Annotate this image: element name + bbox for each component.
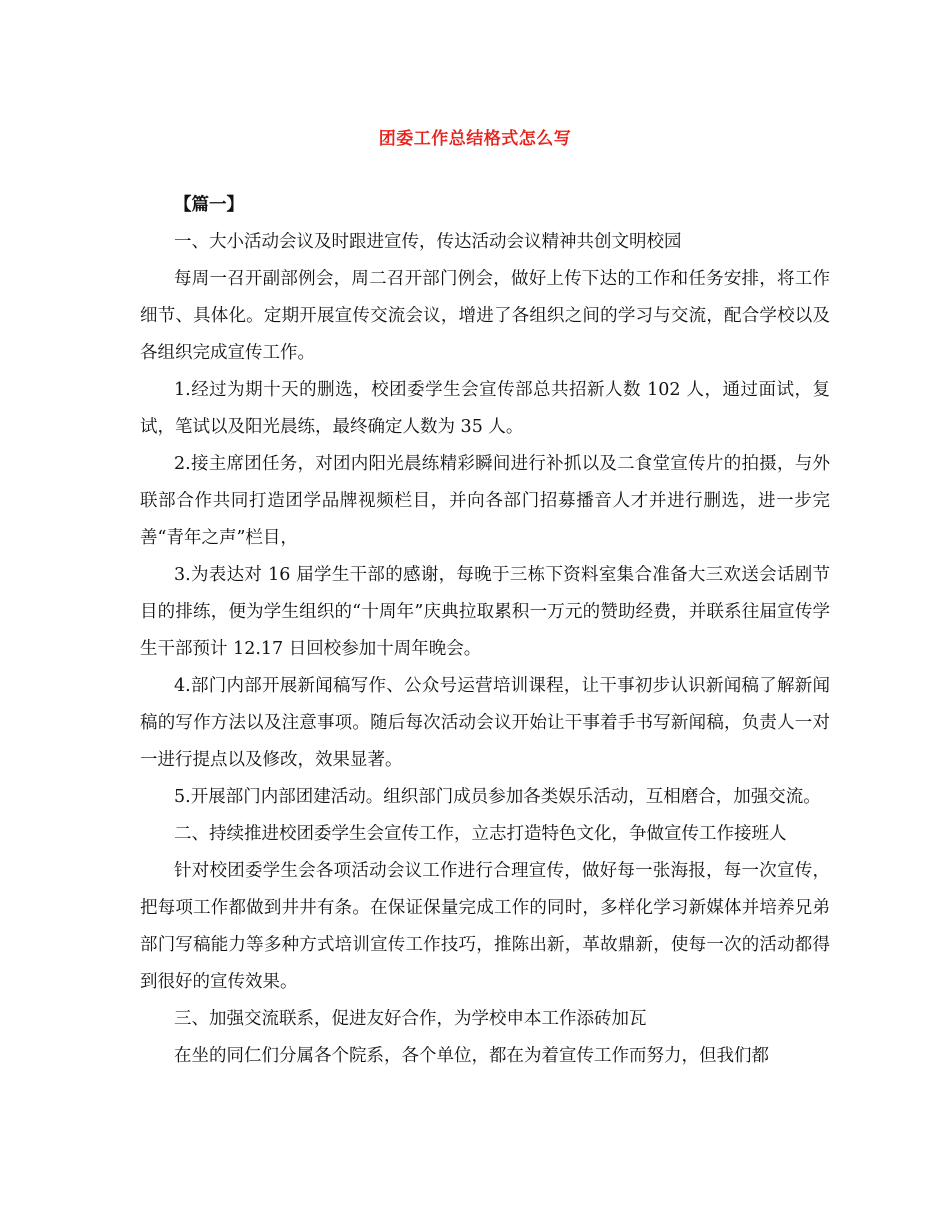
paragraph: 针对校团委学生会各项活动会议工作进行合理宣传，做好每一张海报，每一次宣传，把每项工作都做到井井有条。在保证保量完成工作的同时，多样化学习新媒体并培养兄弟部门写稿能力等多种方式培训宣传工作技巧，推陈出新，革故鼎新，使每一次的活动都得到很好的宣传效果。 bbox=[140, 861, 830, 992]
paragraph: 每周一召开副部例会，周二召开部门例会，做好上传下达的工作和任务安排，将工作细节、具体化。定期开展宣传交流会议，增进了各组织之间的学习与交流，配合学校以及各组织完成宣传工作。 bbox=[140, 269, 830, 363]
section-marker: 【篇一】 bbox=[174, 195, 244, 215]
paragraph-item-5: 5.开展部门内部团建活动。组织部门成员参加各类娱乐活动，互相磨合，加强交流。 bbox=[174, 787, 821, 807]
paragraph-item-2: 2.接主席团任务，对团内阳光晨练精彩瞬间进行补抓以及二食堂宣传片的拍摄，与外联部合作共同打造团学品牌视频栏目，并向各部门招募播音人才并进行删选，进一步完善“青年之声”栏目， bbox=[140, 454, 830, 548]
paragraph-heading-2: 二、持续推进校团委学生会宣传工作，立志打造特色文化，争做宣传工作接班人 bbox=[174, 824, 787, 844]
paragraph-heading-1: 一、大小活动会议及时跟进宣传，传达活动会议精神共创文明校园 bbox=[174, 232, 682, 252]
paragraph-item-4: 4.部门内部开展新闻稿写作、公众号运营培训课程，让干事初步认识新闻稿了解新闻稿的写作方法以及注意事项。随后每次活动会议开始让干事着手书写新闻稿，负责人一对一进行提点以及修改，效果显著。 bbox=[140, 676, 830, 770]
document-title: 团委工作总结格式怎么写 bbox=[378, 129, 572, 149]
paragraph-item-1: 1.经过为期十天的删选，校团委学生会宣传部总共招新人数 102 人，通过面试，复试，笔试以及阳光晨练，最终确定人数为 35 人。 bbox=[140, 380, 830, 437]
document-body bbox=[140, 187, 830, 1075]
paragraph-item-3: 3.为表达对 16 届学生干部的感谢，每晚于三栋下资料室集合准备大三欢送会话剧节目的排练，便为学生组织的“十周年”庆典拉取累积一万元的赞助经费，并联系往届宣传学生干部预计 12.17 日回校参加十周年晚会。 bbox=[140, 565, 830, 659]
paragraph: 在坐的同仁们分属各个院系，各个单位，都在为着宣传工作而努力，但我们都 bbox=[174, 1046, 769, 1066]
paragraph-heading-3: 三、加强交流联系，促进友好合作，为学校申本工作添砖加瓦 bbox=[174, 1009, 647, 1029]
